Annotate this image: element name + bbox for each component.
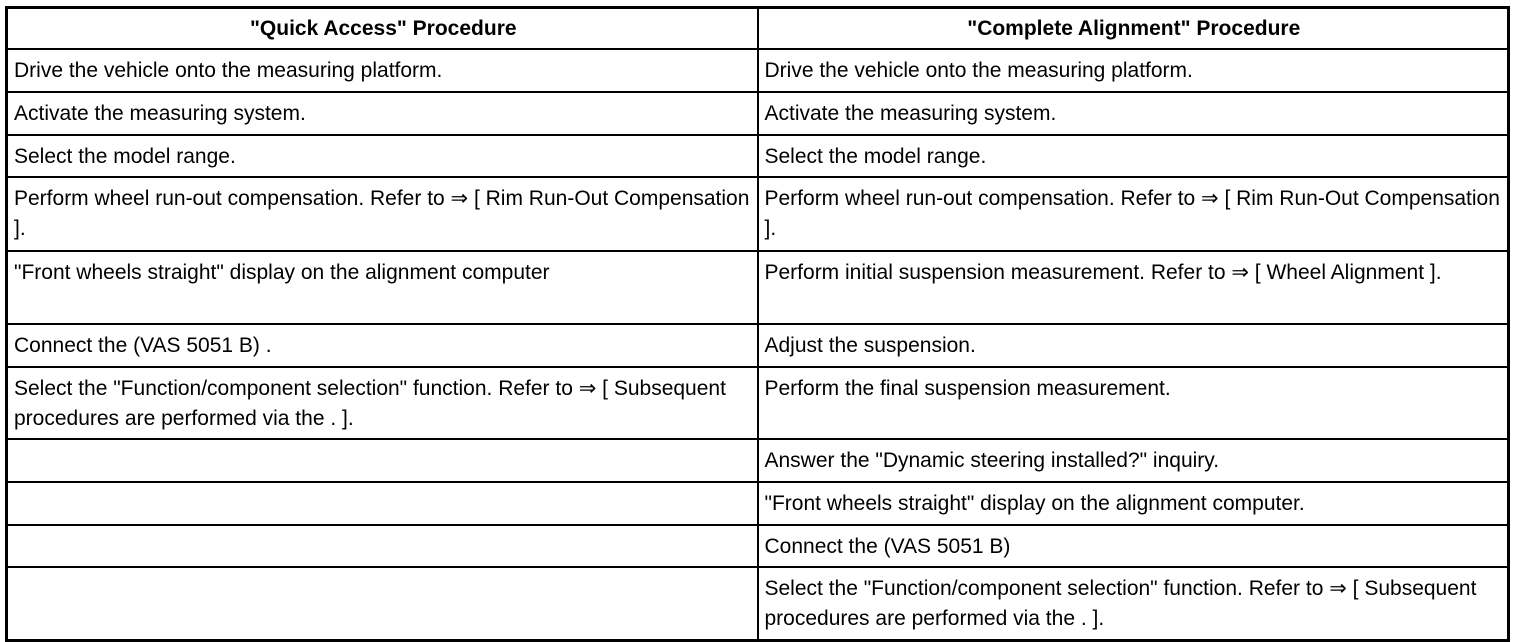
table-row	[7, 439, 1509, 482]
quick-access-step-empty	[7, 439, 758, 482]
table-row	[7, 482, 1509, 525]
table-row	[7, 92, 1509, 135]
table-row	[7, 251, 1509, 324]
header-row	[7, 8, 1509, 50]
table-row	[7, 567, 1509, 640]
quick-access-step-empty	[7, 482, 758, 525]
complete-alignment-step: "Front wheels straight" display on the alignment computer.	[758, 482, 1509, 525]
table-row	[7, 135, 1509, 177]
complete-alignment-header: "Complete Alignment" Procedure	[758, 8, 1509, 50]
table-body	[7, 49, 1509, 640]
complete-alignment-step: Select the model range.	[758, 135, 1509, 177]
table-row	[7, 367, 1509, 439]
table-header	[7, 8, 1509, 50]
quick-access-step-empty	[7, 567, 758, 640]
table-row	[7, 177, 1509, 251]
complete-alignment-step: Perform the final suspension measurement.	[758, 367, 1509, 439]
table-row	[7, 324, 1509, 367]
quick-access-step: Drive the vehicle onto the measuring platform.	[7, 49, 758, 92]
procedure-comparison-table	[5, 6, 1510, 642]
complete-alignment-step: Answer the "Dynamic steering installed?" inquiry.	[758, 439, 1509, 482]
table-row	[7, 525, 1509, 567]
quick-access-step: Select the model range.	[7, 135, 758, 177]
complete-alignment-step: Perform wheel run-out compensation. Refer to ⇒ [ Rim Run-Out Compensation ].	[758, 177, 1509, 251]
quick-access-header: "Quick Access" Procedure	[7, 8, 758, 50]
complete-alignment-step: Select the "Function/component selection" function. Refer to ⇒ [ Subsequent procedures are performed via the . ].	[758, 567, 1509, 640]
table-row	[7, 49, 1509, 92]
quick-access-step: Activate the measuring system.	[7, 92, 758, 135]
quick-access-step-empty	[7, 525, 758, 567]
quick-access-step: Connect the (VAS 5051 B) .	[7, 324, 758, 367]
complete-alignment-step: Perform initial suspension measurement. Refer to ⇒ [ Wheel Alignment ].	[758, 251, 1509, 324]
complete-alignment-step: Connect the (VAS 5051 B)	[758, 525, 1509, 567]
complete-alignment-step: Drive the vehicle onto the measuring platform.	[758, 49, 1509, 92]
complete-alignment-step: Activate the measuring system.	[758, 92, 1509, 135]
quick-access-step: "Front wheels straight" display on the alignment computer	[7, 251, 758, 324]
quick-access-step: Select the "Function/component selection" function. Refer to ⇒ [ Subsequent procedures are performed via the . ].	[7, 367, 758, 439]
complete-alignment-step: Adjust the suspension.	[758, 324, 1509, 367]
quick-access-step: Perform wheel run-out compensation. Refer to ⇒ [ Rim Run-Out Compensation ].	[7, 177, 758, 251]
